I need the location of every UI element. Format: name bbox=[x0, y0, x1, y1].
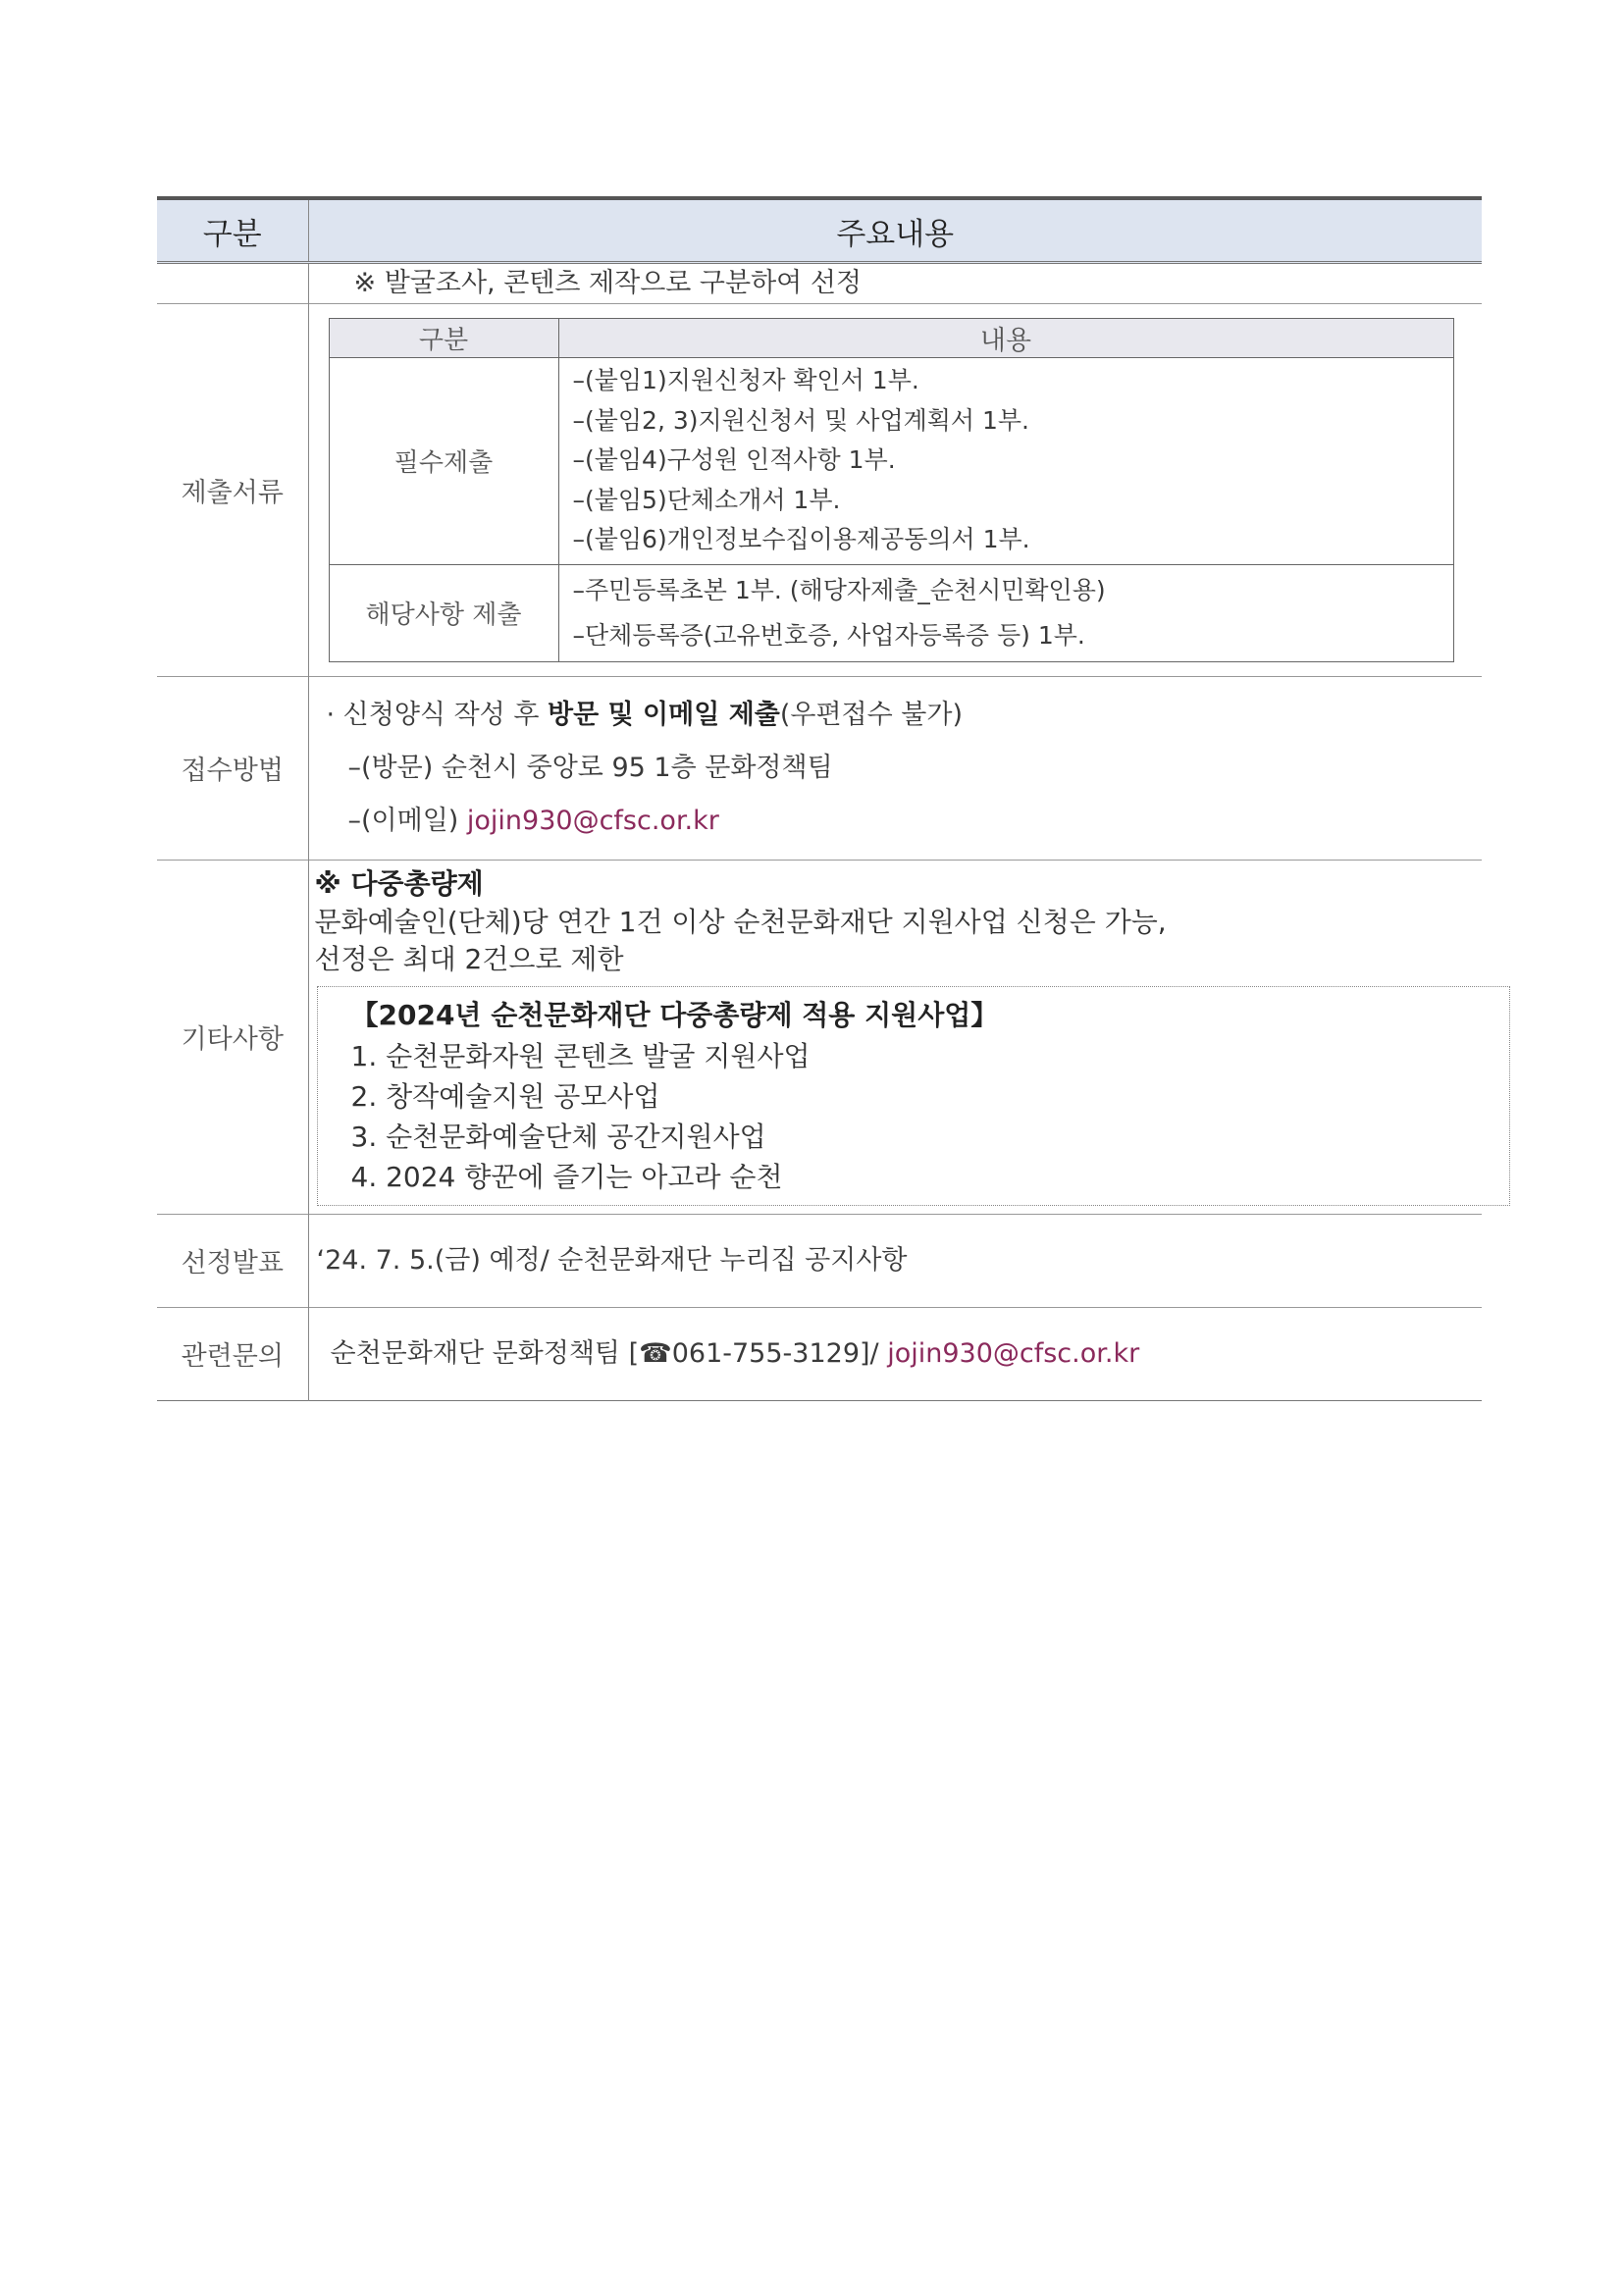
email-link[interactable]: jojin930@cfsc.or.kr bbox=[466, 805, 719, 836]
reception-method: · 신청양식 작성 후 방문 및 이메일 제출(우편접수 불가) bbox=[326, 699, 964, 730]
documents-row bbox=[157, 304, 1482, 677]
announcement-text: ‘24. 7. 5.(금) 예정/ 순천문화재단 누리집 공지사항 bbox=[316, 1244, 908, 1276]
announcement-row bbox=[157, 1214, 1482, 1307]
list-item: –(붙임6)개인정보수집이용제공동의서 1부. bbox=[572, 525, 1030, 553]
required-docs-label: 필수제출 bbox=[329, 358, 558, 565]
reception-email: –(이메일) jojin930@cfsc.or.kr bbox=[347, 805, 719, 836]
table-header bbox=[157, 198, 1482, 263]
list-item: 1. 순천문화자원 콘텐츠 발굴 지원사업 bbox=[350, 1039, 811, 1072]
inquiry-row bbox=[157, 1307, 1482, 1400]
program-box bbox=[317, 986, 1510, 1206]
reception-row bbox=[157, 676, 1482, 860]
inquiry-label: 관련문의 bbox=[157, 1307, 308, 1400]
reception-visit: –(방문) 순천시 중앙로 95 1층 문화정책팀 bbox=[347, 752, 833, 783]
etc-label: 기타사항 bbox=[157, 860, 308, 1214]
list-item: 4. 2024 향꾼에 즐기는 아고라 순천 bbox=[350, 1160, 783, 1193]
etc-title: ※ 다중총량제 bbox=[314, 866, 484, 900]
inner-header-content: 내용 bbox=[558, 319, 1453, 358]
selection-note: ※ 발굴조사, 콘텐츠 제작으로 구분하여 선정 bbox=[353, 268, 863, 298]
list-item: –주민등록초본 1부. (해당자제출_순천시민확인용) bbox=[572, 575, 1106, 604]
list-item: –(붙임5)단체소개서 1부. bbox=[572, 485, 841, 514]
reception-label: 접수방법 bbox=[157, 676, 308, 860]
etc-row bbox=[157, 860, 1482, 1214]
list-item: –단체등록증(고유번호증, 사업자등록증 등) 1부. bbox=[572, 620, 1085, 650]
program-box-title: 【2024년 순천문화재단 다중총량제 적용 지원사업】 bbox=[350, 998, 999, 1031]
etc-line: 문화예술인(단체)당 연간 1건 이상 순천문화재단 지원사업 신청은 가능, bbox=[314, 905, 1167, 938]
documents-label: 제출서류 bbox=[157, 304, 308, 677]
list-item: –(붙임4)구성원 인적사항 1부. bbox=[572, 445, 896, 474]
inner-header-category: 구분 bbox=[329, 319, 558, 358]
announcement-label: 선정발표 bbox=[157, 1214, 308, 1307]
conditional-docs-row bbox=[329, 564, 1453, 661]
list-item: –(붙임1)지원신청자 확인서 1부. bbox=[572, 366, 919, 394]
list-item: 2. 창작예술지원 공모사업 bbox=[350, 1079, 660, 1113]
header-category: 구분 bbox=[157, 198, 308, 263]
conditional-docs-label: 해당사항 제출 bbox=[329, 564, 558, 661]
header-content: 주요내용 bbox=[308, 198, 1482, 263]
selection-note-row bbox=[157, 263, 1482, 304]
email-link[interactable]: jojin930@cfsc.or.kr bbox=[887, 1337, 1140, 1369]
info-table bbox=[157, 196, 1482, 1401]
etc-line: 선정은 최대 2건으로 제한 bbox=[314, 942, 624, 975]
inquiry-text: 순천문화재단 문화정책팀 [☎061-755-3129]/ jojin930@cfsc.or.kr bbox=[330, 1337, 1140, 1369]
list-item: –(붙임2, 3)지원신청서 및 사업계획서 1부. bbox=[572, 405, 1030, 435]
required-docs-row bbox=[329, 358, 1453, 565]
documents-table bbox=[329, 318, 1454, 662]
list-item: 3. 순천문화예술단체 공간지원사업 bbox=[350, 1120, 766, 1153]
